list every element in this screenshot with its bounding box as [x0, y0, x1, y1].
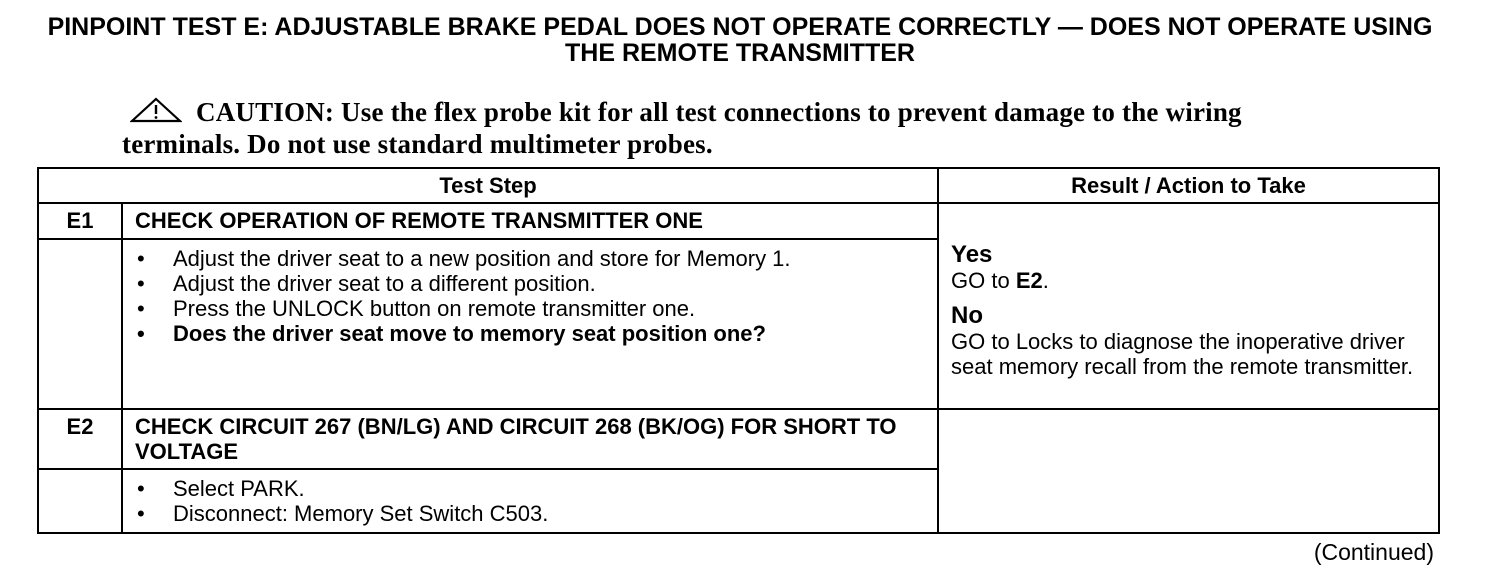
step-e1-id-blank [38, 239, 122, 409]
pinpoint-test-table [37, 167, 1440, 534]
header-result-action: Result / Action to Take [938, 168, 1439, 203]
header-test-step: Test Step [38, 168, 938, 203]
caution-text: Use the flex probe kit for all test connections to prevent damage to the wiring terminals. Do not use standard multimeter probes. [122, 97, 1242, 159]
caution-label: CAUTION: [196, 97, 335, 127]
step-body-e1 [122, 239, 938, 409]
step-id-e1: E1 [38, 203, 122, 239]
result-e2 [938, 409, 1439, 533]
result-yes-label: Yes [951, 241, 993, 268]
page-title: PINPOINT TEST E: ADJUSTABLE BRAKE PEDAL DOES NOT OPERATE CORRECTLY — DOES NOT OPERATE USING THE REMOTE TRANSMITTER [47, 13, 1433, 67]
list-item-question: • Does the driver seat move to memory seat position one? [135, 321, 927, 346]
step-e2-id-blank [38, 469, 122, 533]
step-id-e2: E2 [38, 409, 122, 469]
list-item: • Press the UNLOCK button on remote transmitter one. [135, 296, 927, 321]
step-heading-e2: CHECK CIRCUIT 267 (BN/LG) AND CIRCUIT 268 (BK/OG) FOR SHORT TO VOLTAGE [122, 409, 938, 469]
result-yes-action: GO to E2. [951, 268, 1049, 293]
step-e1-heading-row [38, 203, 1439, 239]
step-e2-heading-row [38, 409, 1439, 469]
result-e1 [938, 203, 1439, 409]
list-item: • Adjust the driver seat to a different position. [135, 271, 927, 296]
step-body-e2 [122, 469, 938, 533]
list-item: • Adjust the driver seat to a new position and store for Memory 1. [135, 246, 927, 271]
continued-label: (Continued) [1313, 539, 1434, 565]
result-no-action: GO to Locks to diagnose the inoperative driver seat memory recall from the remote transmitter. [951, 329, 1414, 379]
caution-note [122, 96, 1352, 160]
warning-icon [130, 97, 182, 123]
table-header-row [38, 168, 1439, 203]
result-no-label: No [951, 302, 984, 329]
list-item: • Disconnect: Memory Set Switch C503. [135, 501, 927, 526]
goto-e2-link: E2 [1015, 268, 1043, 293]
step-heading-e1: CHECK OPERATION OF REMOTE TRANSMITTER ONE [122, 203, 938, 239]
list-item: • Select PARK. [135, 476, 927, 501]
